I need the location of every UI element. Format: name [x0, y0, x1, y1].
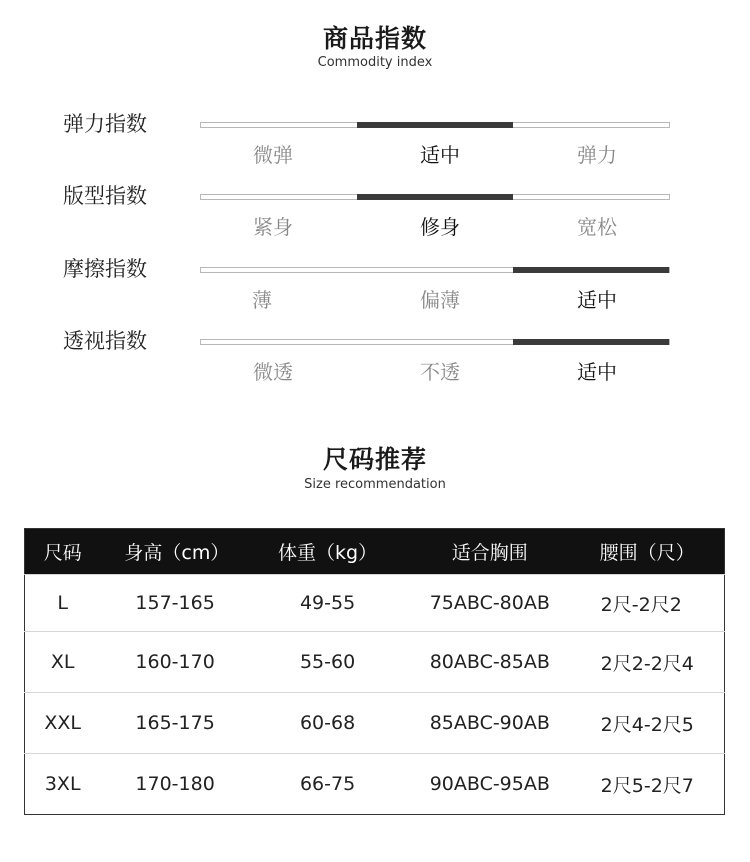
index-option: 适中 [577, 360, 617, 384]
cell-size: XL [25, 632, 101, 693]
cell-height: 165-175 [100, 693, 247, 754]
index-option: 适中 [577, 288, 617, 312]
index-track [200, 122, 670, 128]
cell-weight: 60-68 [247, 693, 408, 754]
index-option: 宽松 [577, 215, 617, 239]
index-row-elasticity [0, 110, 750, 170]
table-row [25, 575, 725, 632]
cell-size: L [25, 575, 101, 632]
cell-height: 160-170 [100, 632, 247, 693]
cell-waist: 2尺5-2尺7 [572, 754, 725, 815]
index-option: 不透 [420, 360, 460, 384]
index-option: 紧身 [253, 215, 293, 239]
index-option: 薄 [252, 288, 272, 312]
index-option: 微弹 [253, 143, 293, 167]
index-track [200, 194, 670, 200]
cell-waist: 2尺-2尺2 [572, 575, 725, 632]
index-label: 弹力指数 [63, 112, 147, 136]
index-track [200, 339, 670, 345]
index-active-segment [513, 267, 669, 273]
cell-size: 3XL [25, 754, 101, 815]
header-bust: 适合胸围 [408, 529, 572, 575]
size-recommendation-title: 尺码推荐 [322, 445, 427, 474]
index-label: 版型指数 [63, 184, 147, 208]
index-option: 适中 [420, 143, 460, 167]
index-track [200, 267, 670, 273]
index-option: 修身 [420, 215, 460, 239]
index-active-segment [357, 194, 513, 200]
cell-height: 170-180 [100, 754, 247, 815]
cell-weight: 66-75 [247, 754, 408, 815]
index-option: 微透 [253, 360, 293, 384]
commodity-index-subtitle: Commodity index [317, 55, 433, 70]
index-label: 摩擦指数 [63, 257, 147, 281]
cell-height: 157-165 [100, 575, 247, 632]
index-active-segment [513, 339, 669, 345]
header-weight: 体重（kg） [247, 529, 408, 575]
table-row [25, 632, 725, 693]
cell-waist: 2尺4-2尺5 [572, 693, 725, 754]
cell-bust: 85ABC-90AB [408, 693, 572, 754]
header-size: 尺码 [25, 529, 101, 575]
commodity-index-title: 商品指数 [322, 24, 427, 53]
index-row-friction [0, 255, 750, 315]
header-height: 身高（cm） [100, 529, 247, 575]
index-active-segment [357, 122, 513, 128]
cell-waist: 2尺2-2尺4 [572, 632, 725, 693]
table-row [25, 754, 725, 815]
table-header-row [25, 529, 725, 575]
cell-bust: 80ABC-85AB [408, 632, 572, 693]
table-row [25, 693, 725, 754]
cell-bust: 75ABC-80AB [408, 575, 572, 632]
index-option: 弹力 [577, 143, 617, 167]
cell-size: XXL [25, 693, 101, 754]
index-option: 偏薄 [420, 288, 460, 312]
index-row-transparency [0, 327, 750, 387]
index-label: 透视指数 [63, 329, 147, 353]
cell-weight: 55-60 [247, 632, 408, 693]
cell-weight: 49-55 [247, 575, 408, 632]
size-recommendation-subtitle: Size recommendation [304, 477, 446, 492]
header-waist: 腰围（尺） [572, 529, 725, 575]
size-table [24, 528, 725, 815]
cell-bust: 90ABC-95AB [408, 754, 572, 815]
index-row-fit [0, 182, 750, 242]
